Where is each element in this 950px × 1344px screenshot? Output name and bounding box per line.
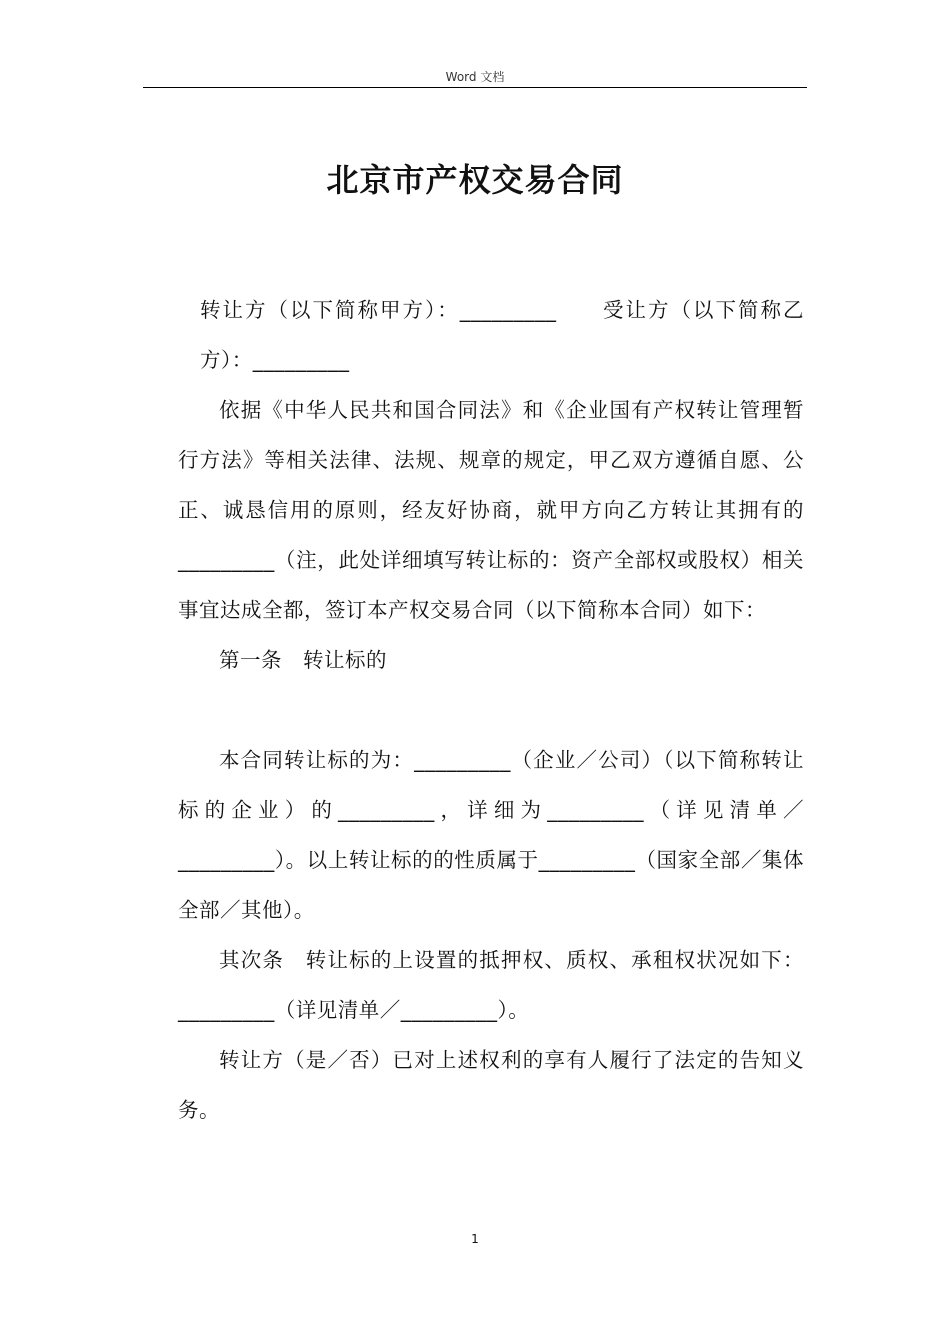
article-1-heading: 第一条 转让标的 bbox=[219, 648, 387, 672]
paragraph-spacer bbox=[178, 685, 804, 735]
document-title: 北京市产权交易合同 bbox=[326, 161, 624, 199]
parties-paragraph: 转让方（以下简称甲方）：_________ 受让方（以下简称乙方）：_________ bbox=[200, 298, 804, 372]
page-number: 1 bbox=[471, 1232, 479, 1246]
article-2-paragraph: 其次条 转让标的上设置的抵押权、质权、承租权状况如下：_________（详见清单／_________）。 bbox=[178, 948, 804, 1022]
document-body bbox=[178, 285, 804, 1135]
article-1-paragraph: 本合同转让标的为：_________（企业／公司）（以下简称转让标的企业）的_________，详细为_________（详见清单／_________）。以上转让标的的性质属于_________（国家全部／集体全部／其他）。 bbox=[178, 748, 804, 922]
header-rule bbox=[143, 87, 807, 88]
page-header: Word 文档 bbox=[445, 70, 505, 84]
preamble-paragraph: 依据《中华人民共和国合同法》和《企业国有产权转让管理暂行方法》等相关法律、法规、规章的规定，甲乙双方遵循自愿、公正、诚恳信用的原则，经友好协商，就甲方向乙方转让其拥有的_________（注，此处详细填写转让标的：资产全部权或股权）相关事宜达成全都，签订本产权交易合同（以下简称本合同）如下： bbox=[178, 398, 804, 622]
notice-paragraph: 转让方（是／否）已对上述权利的享有人履行了法定的告知义务。 bbox=[178, 1048, 804, 1122]
